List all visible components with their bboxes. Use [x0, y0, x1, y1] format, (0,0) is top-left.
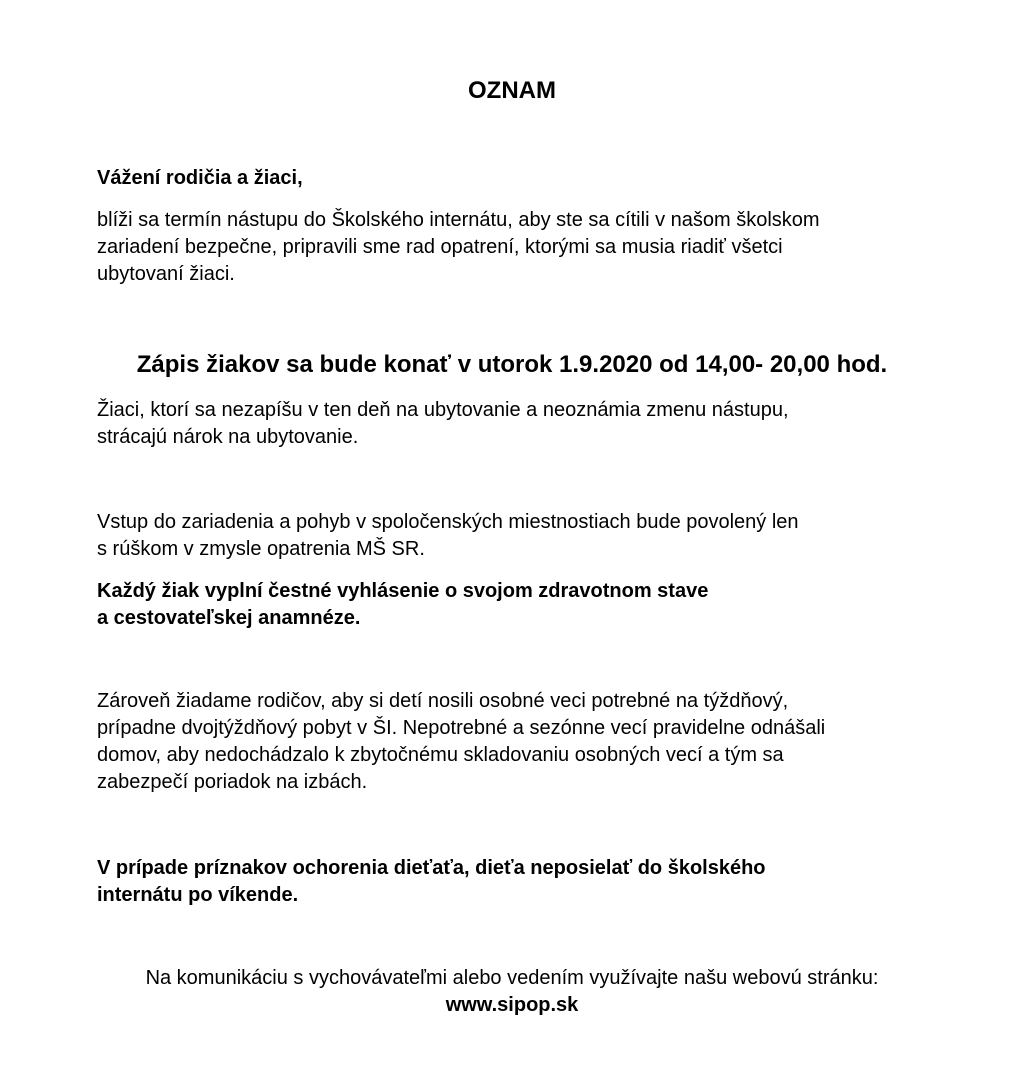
declaration-paragraph — [97, 578, 927, 632]
belongings-line: zabezpečí poriadok na izbách. — [97, 771, 368, 793]
registration-note — [97, 397, 927, 451]
declaration-line: Každý žiak vyplní čestné vyhlásenie o svojom zdravotnom stave — [97, 580, 709, 602]
illness-warning-line: internátu po víkende. — [97, 884, 299, 906]
footer — [0, 965, 1020, 1019]
belongings-line: domov, aby nedochádzalo k zbytočnému skladovaniu osobných vecí a tým sa — [97, 744, 784, 766]
entry-rule-line: s rúškom v zmysle opatrenia MŠ SR. — [97, 538, 425, 560]
entry-rule-paragraph — [97, 509, 927, 563]
intro-line: zariadení bezpečne, pripravili sme rad opatrení, ktorými sa musia riadiť všetci — [97, 236, 783, 258]
belongings-line: prípadne dvojtýždňový pobyt v ŠI. Nepotrebné a sezónne vecí pravidelne odnášali — [97, 717, 826, 739]
website-link[interactable]: www.sipop.sk — [445, 994, 579, 1016]
illness-warning-line: V prípade príznakov ochorenia dieťaťa, dieťa neposielať do školského — [97, 857, 766, 879]
registration-note-line: strácajú nárok na ubytovanie. — [97, 426, 359, 448]
belongings-line: Zároveň žiadame rodičov, aby si detí nosili osobné veci potrebné na týždňový, — [97, 690, 789, 712]
greeting: Vážení rodičia a žiaci, — [97, 167, 303, 189]
declaration-line: a cestovateľskej anamnéze. — [97, 607, 361, 629]
illness-warning — [97, 855, 927, 909]
registration-notice: Zápis žiakov sa bude konať v utorok 1.9.2020 od 14,00- 20,00 hod. — [136, 351, 888, 378]
footer-text: Na komunikáciu s vychovávateľmi alebo vedením využívajte našu webovú stránku: — [145, 967, 879, 989]
intro-line: blíži sa termín nástupu do Školského internátu, aby ste sa cítili v našom školskom — [97, 209, 820, 231]
intro-line: ubytovaní žiaci. — [97, 263, 235, 285]
registration-note-line: Žiaci, ktorí sa nezapíšu v ten deň na ubytovanie a neoznámia zmenu nástupu, — [97, 399, 789, 421]
entry-rule-line: Vstup do zariadenia a pohyb v spoločenských miestnostiach bude povolený len — [97, 511, 799, 533]
intro-paragraph — [97, 207, 927, 288]
document-title: OZNAM — [468, 77, 556, 104]
belongings-paragraph — [97, 688, 927, 796]
